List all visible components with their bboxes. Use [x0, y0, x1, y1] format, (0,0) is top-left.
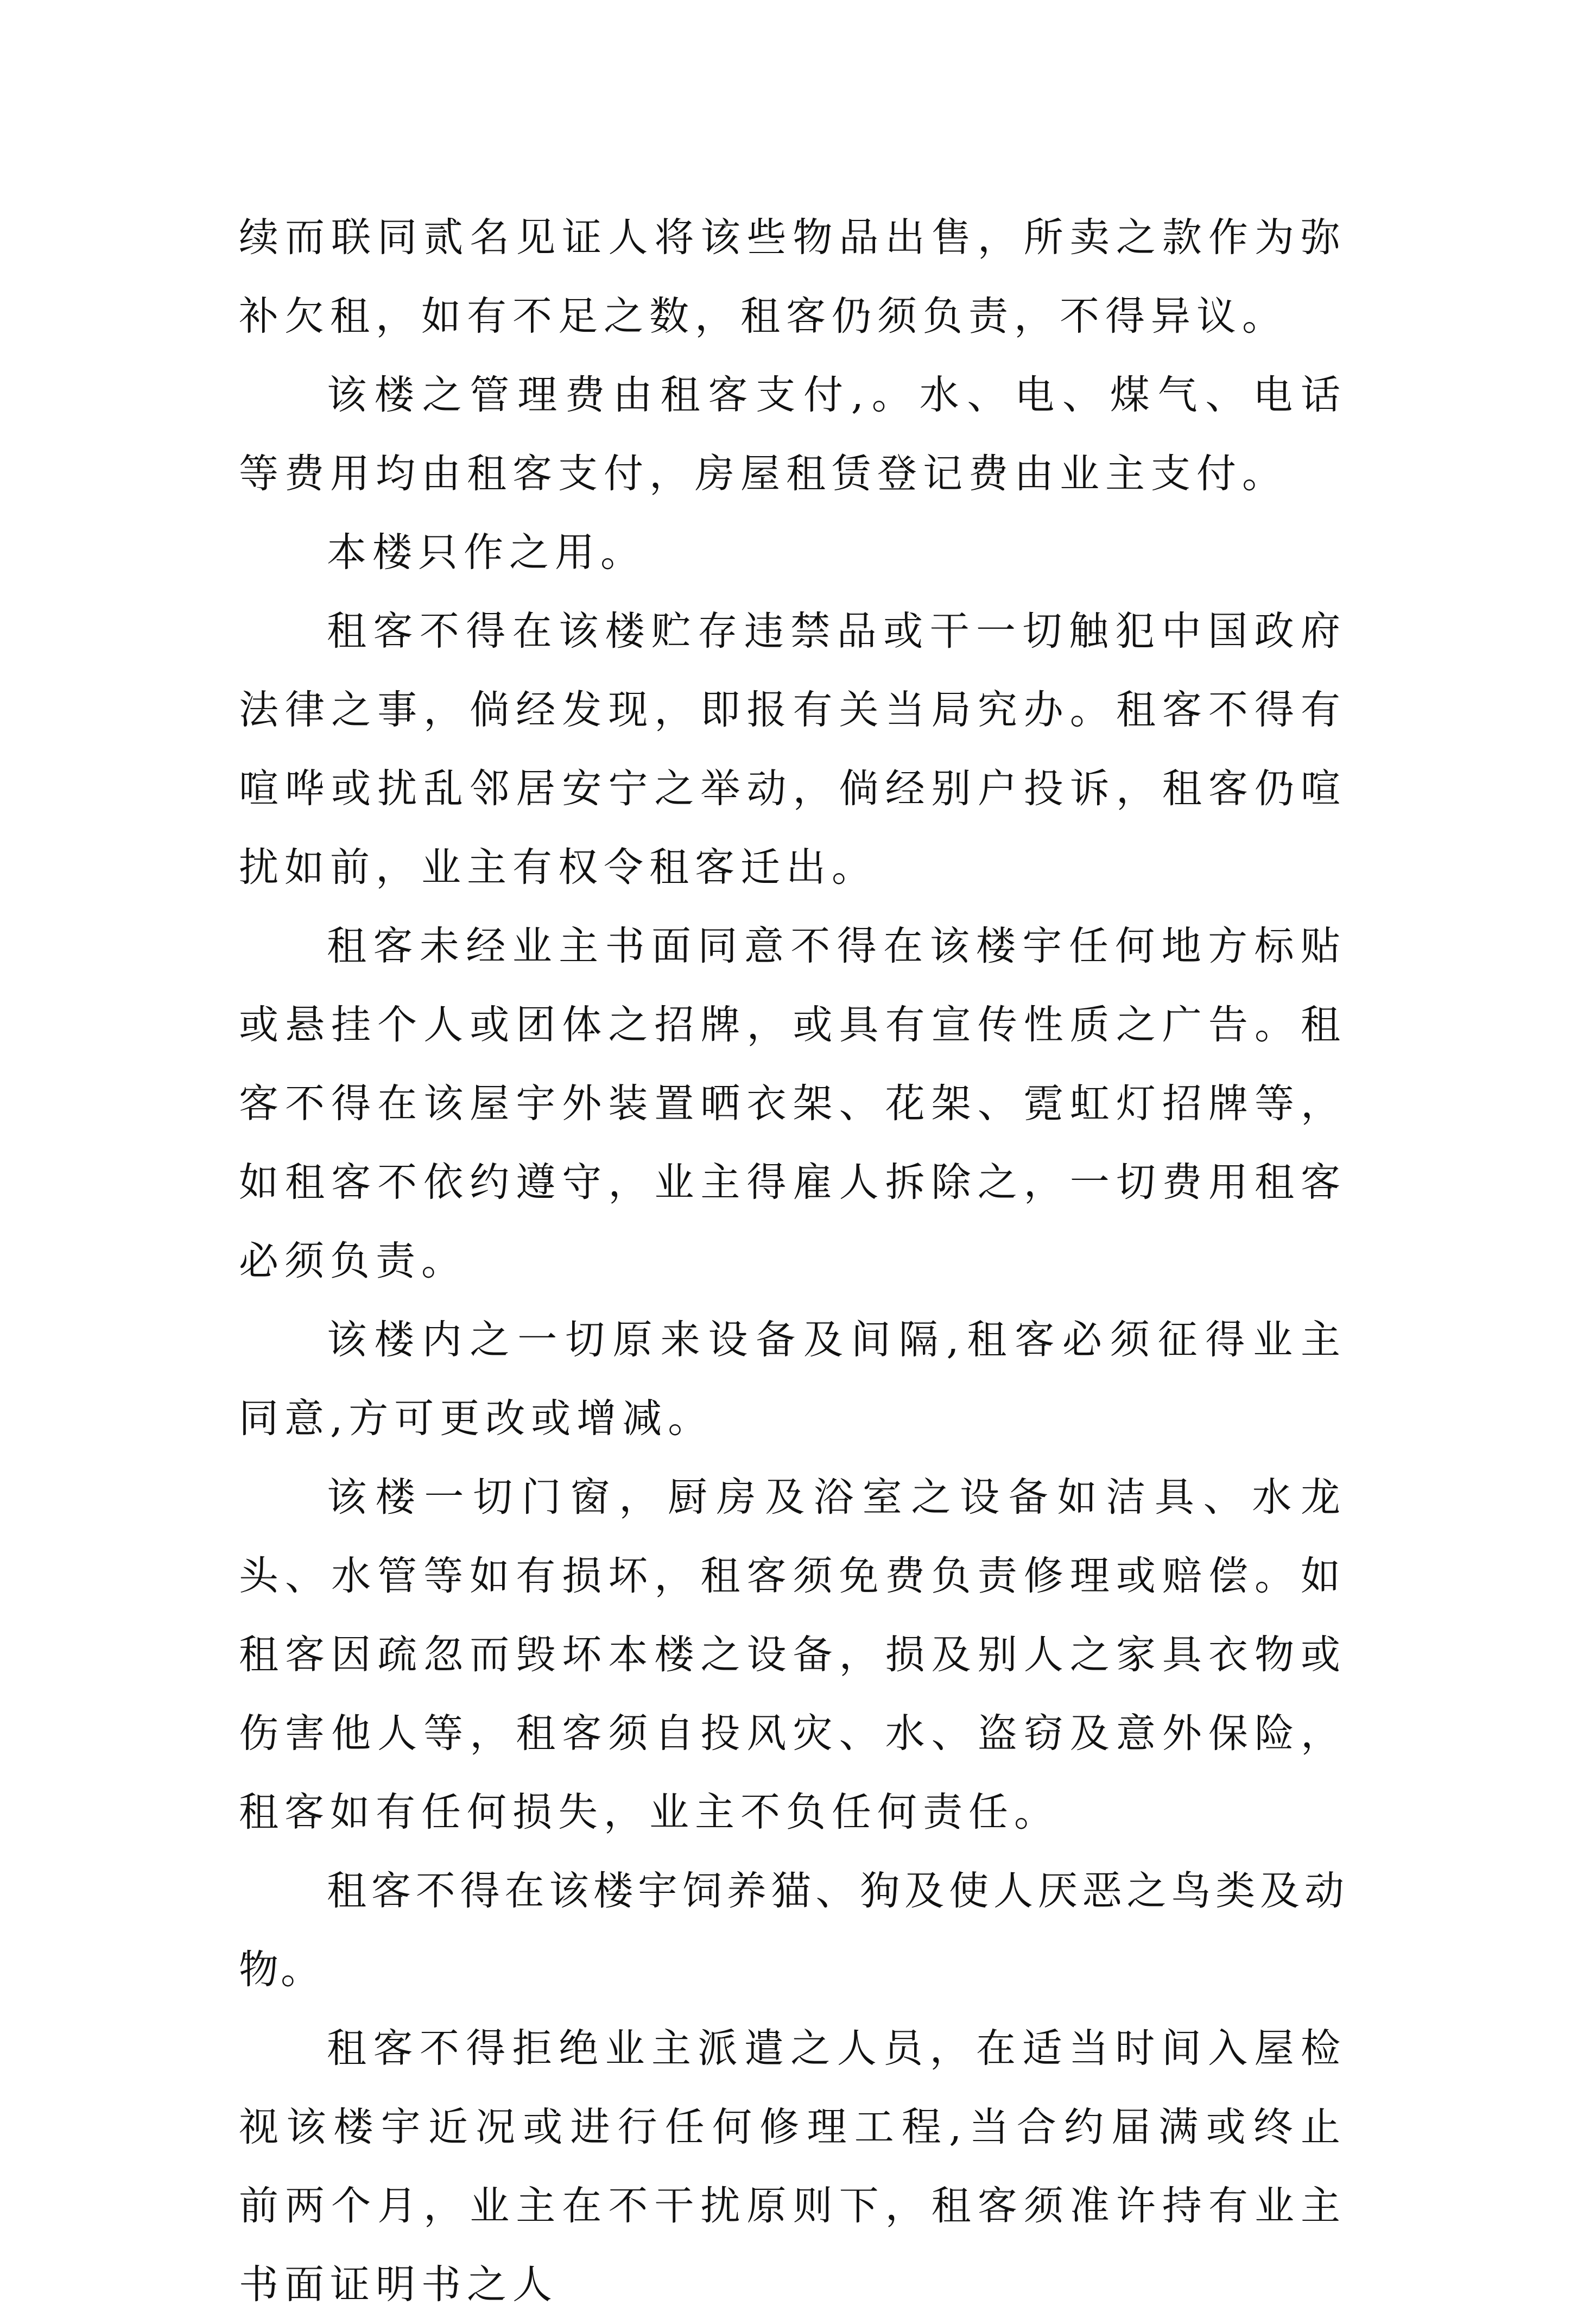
paragraph-repairs: 该楼一切门窗，厨房及浴室之设备如洁具、水龙头、水管等如有损坏，租客须免费负责修理或赔偿。如租客因疏忽而毁坏本楼之设备，损及别人之家具衣物或伤害他人等，租客须自投风灾、水、盗窃及意外保险，租客如有任何损失，业主不负任何责任。	[239, 1474, 1346, 1835]
paragraph-continuation: 续而联同贰名见证人将该些物品出售，所卖之款作为弥补欠租，如有不足之数，租客仍须负责，不得异议。	[239, 214, 1346, 339]
paragraph-management-fee: 该楼之管理费由租客支付,。水、电、煤气、电话等费用均由租客支付，房屋租赁登记费由业主支付。	[239, 372, 1346, 497]
paragraph-pets: 租客不得在该楼宇饲养猫、狗及使人厌恶之鸟类及动物。	[239, 1868, 1346, 1993]
document-body	[239, 198, 1346, 2324]
paragraph-usage: 本楼只作之用。	[327, 529, 646, 576]
paragraph-prohibited-goods: 租客不得在该楼贮存违禁品或干一切触犯中国政府法律之事，倘经发现，即报有关当局究办。租客不得有喧哗或扰乱邻居安宁之举动，倘经别户投诉，租客仍喧扰如前，业主有权令租客迁出。	[239, 608, 1346, 891]
paragraph-inspection: 租客不得拒绝业主派遣之人员，在适当时间入屋检视该楼宇近况或进行任何修理工程,当合约届满或终止前两个月，业主在不干扰原则下，租客须准许持有业主书面证明书之人	[239, 2025, 1346, 2308]
paragraph-fixtures: 该楼内之一切原来设备及间隔,租客必须征得业主同意,方可更改或增减。	[239, 1317, 1346, 1442]
paragraph-signage: 租客未经业主书面同意不得在该楼宇任何地方标贴或悬挂个人或团体之招牌，或具有宣传性质之广告。租客不得在该屋宇外装置晒衣架、花架、霓虹灯招牌等，如租客不依约遵守，业主得雇人拆除之，一切费用租客必须负责。	[239, 923, 1346, 1284]
